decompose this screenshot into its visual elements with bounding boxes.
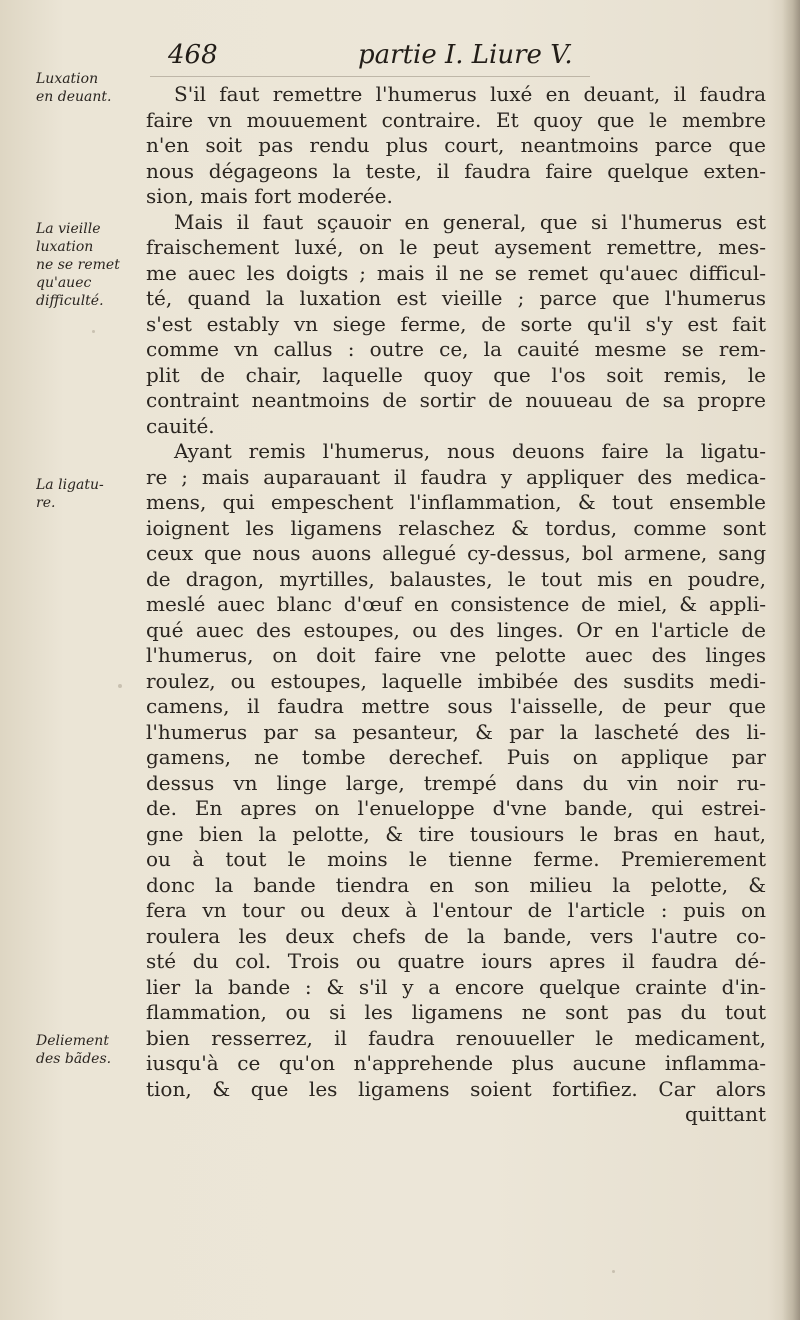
text-line: contraint neantmoins de sortir de nouueau de sa propre (146, 388, 766, 412)
text-line: ioignent les ligamens relaschez & tordus, comme sont (146, 515, 766, 540)
text-line: comme vn callus : outre ce, la cauité mesme se rem- (146, 337, 766, 361)
text-line: gamens, ne tombe derechef. Puis on applique par (146, 745, 766, 769)
text-line: re ; mais auparauant il faudra y appliquer des medica- (146, 464, 766, 489)
text-line: flammation, ou si les ligamens ne sont pas du tout (146, 1000, 766, 1024)
text-line: me auec les doigts ; mais il ne se remet qu'auec difficul- (146, 260, 766, 285)
paper-speck (118, 684, 122, 688)
text-line: iusqu'à ce qu'on n'apprehende plus aucune inflamma- (146, 1051, 766, 1075)
text-line: camens, il faudra mettre sous l'aisselle, de peur que (146, 694, 766, 718)
margin-note-unbinding (36, 1032, 140, 1068)
text-line: cauité. (146, 413, 215, 438)
text-line: roulez, ou estoupes, laquelle imbibée des susdits medi- (146, 668, 766, 693)
text-line: lier la bande : & s'il y a encore quelque crainte d'in- (146, 974, 766, 999)
running-header (168, 40, 598, 74)
text-line: ou à tout le moins le tienne ferme. Premierement (146, 847, 766, 871)
text-line: S'il faut remettre l'humerus luxé en deuant, il faudra (174, 82, 766, 106)
text-line: mens, qui empeschent l'inflammation, & tout ensemble (146, 490, 766, 514)
body-text (146, 82, 766, 1128)
text-line: gne bien la pelotte, & tire tousiours le bras en haut, (146, 821, 766, 846)
paper-speck (612, 1270, 615, 1273)
margin-note-ligature (36, 476, 140, 512)
text-line: de. En apres on l'enueloppe d'vne bande, qui estrei- (146, 796, 766, 820)
margin-note-line: luxation (36, 239, 94, 255)
text-line: fraischement luxé, on le peut aysement remettre, mes- (146, 235, 766, 259)
text-line: bien resserrez, il faudra renouueller le medicament, (146, 1025, 766, 1050)
text-line: sion, mais fort moderée. (146, 184, 393, 208)
text-line: l'humerus, on doit faire vne pelotte auec des linges (146, 643, 766, 667)
margin-note-line: en deuant. (36, 89, 112, 105)
margin-note-luxation-forward (36, 70, 140, 106)
margin-note-line: difficulté. (36, 293, 104, 309)
text-line: qué auec des estoupes, ou des linges. Or en l'article de (146, 617, 766, 642)
text-line: meslé auec blanc d'œuf en consistence de miel, & appli- (146, 592, 766, 616)
text-line: fera vn tour ou deux à l'entour de l'article : puis on (146, 898, 766, 922)
text-line: faire vn mouuement contraire. Et quoy que le membre (146, 107, 766, 132)
margin-note-line: des bãdes. (36, 1051, 112, 1067)
paper-speck (92, 330, 95, 333)
margin-note-line: Luxation (36, 71, 99, 87)
text-line: sté du col. Trois ou quatre iours apres il faudra dé- (146, 949, 766, 973)
margin-note-line: La vieille (36, 221, 101, 237)
margin-note-line: re. (36, 495, 56, 511)
text-line: l'humerus par sa pesanteur, & par la lascheté des li- (146, 719, 766, 744)
text-line: té, quand la luxation est vieille ; parce que l'humerus (146, 286, 766, 310)
text-line: n'en soit pas rendu plus court, neantmoins parce que (146, 133, 766, 157)
text-line: ceux que nous auons allegué cy-dessus, bol armene, sang (146, 541, 766, 565)
page-edge-shadow (782, 0, 800, 1320)
text-line: Mais il faut sçauoir en general, que si l'humerus est (174, 209, 766, 234)
margin-note-line: Deliement (36, 1033, 109, 1049)
text-line: Ayant remis l'humerus, nous deuons faire la ligatu- (174, 439, 766, 463)
text-line: dessus vn linge large, trempé dans du vin noir ru- (146, 770, 766, 795)
page-number: 468 (168, 40, 218, 70)
running-title: partie I. Liure V. (358, 40, 573, 70)
margin-note-line: La ligatu- (36, 477, 104, 493)
margin-note-old-luxation (36, 220, 140, 310)
text-line: roulera les deux chefs de la bande, vers l'autre co- (146, 923, 766, 948)
margin-note-line: qu'auec (36, 275, 92, 291)
margin-note-line: ne se remet (36, 257, 120, 273)
catchword: quittant (685, 1102, 766, 1126)
header-divider (150, 76, 590, 77)
text-line: s'est estably vn siege ferme, de sorte qu'il s'y est fait (146, 311, 766, 336)
text-line: donc la bande tiendra en son milieu la pelotte, & (146, 872, 766, 897)
text-line: plit de chair, laquelle quoy que l'os soit remis, le (146, 362, 766, 387)
paper-speck (735, 150, 737, 152)
text-line: tion, & que les ligamens soient fortifiez. Car alors (146, 1076, 766, 1101)
text-line: nous dégageons la teste, il faudra faire quelque exten- (146, 158, 766, 183)
text-line: de dragon, myrtilles, balaustes, le tout mis en poudre, (146, 566, 766, 591)
